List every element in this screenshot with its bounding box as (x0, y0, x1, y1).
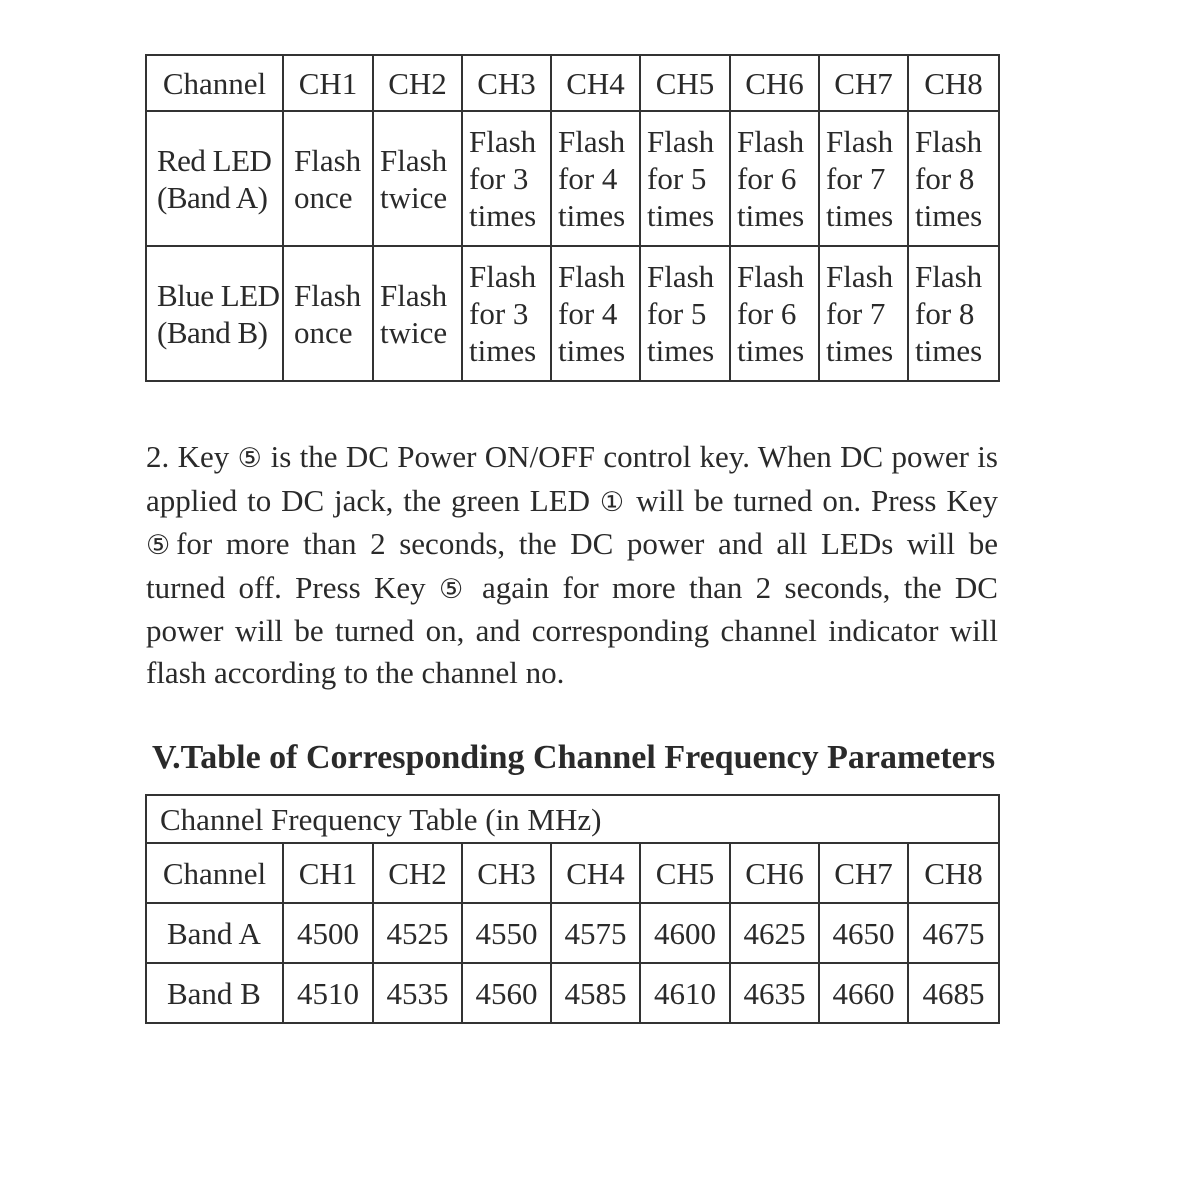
table-cell: Flash for 8 times (908, 111, 999, 246)
header-cell: Channel (146, 55, 283, 111)
band-b-row (146, 963, 999, 1023)
frequency-cell: 4500 (283, 903, 373, 963)
frequency-table (145, 794, 1000, 1024)
header-cell: CH8 (908, 843, 999, 903)
table-cell: Flash for 5 times (640, 111, 730, 246)
frequency-cell: 4685 (908, 963, 999, 1023)
table-cell: Flash for 5 times (640, 246, 730, 381)
key-5-symbol: ⑤ (438, 573, 469, 605)
header-cell: CH5 (640, 55, 730, 111)
frequency-cell: 4625 (730, 903, 819, 963)
frequency-cell: 4585 (551, 963, 640, 1023)
header-cell: CH7 (819, 843, 908, 903)
header-cell: CH2 (373, 55, 462, 111)
table-cell: Flash once (283, 111, 373, 246)
header-cell: CH2 (373, 843, 462, 903)
table-cell: Flash twice (373, 246, 462, 381)
table-cell: Flash for 4 times (551, 246, 640, 381)
frequency-cell: 4575 (551, 903, 640, 963)
frequency-cell: 4550 (462, 903, 551, 963)
header-cell: CH1 (283, 843, 373, 903)
header-cell: CH3 (462, 843, 551, 903)
dc-power-note: 2. Key ⑤ is the DC Power ON/OFF control key. When DC power is applied to DC jack, the green LED ① will be turned on. Press Key ⑤for more than 2 seconds, the DC power and all LEDs will be turned off. Press Key ⑤ again for more than 2 seconds, the DC power will be turned on, and corresponding channel indicator will flash according to the channel no. (146, 439, 998, 690)
led-1-symbol: ① (599, 486, 627, 518)
header-cell: CH4 (551, 843, 640, 903)
header-cell: CH6 (730, 843, 819, 903)
header-cell: CH7 (819, 55, 908, 111)
table-cell: Flash for 3 times (462, 111, 551, 246)
key-5-symbol: ⑤ (237, 443, 263, 474)
table-cell: Flash for 7 times (819, 111, 908, 246)
band-a-row (146, 903, 999, 963)
header-cell: CH3 (462, 55, 551, 111)
header-cell: CH4 (551, 55, 640, 111)
table-cell: Flash for 6 times (730, 111, 819, 246)
header-cell: CH6 (730, 55, 819, 111)
frequency-cell: 4675 (908, 903, 999, 963)
frequency-cell: 4650 (819, 903, 908, 963)
row-label: Band A (146, 903, 283, 963)
frequency-cell: 4560 (462, 963, 551, 1023)
row-label: Band B (146, 963, 283, 1023)
row-label: Blue LED (Band B) (146, 246, 283, 381)
row-label: Red LED (Band A) (146, 111, 283, 246)
frequency-table-caption-row (146, 795, 999, 843)
key-5-symbol: ⑤ (146, 530, 177, 561)
section-heading: V.Table of Corresponding Channel Frequency Parameters (152, 739, 996, 776)
frequency-cell: 4610 (640, 963, 730, 1023)
frequency-cell: 4535 (373, 963, 462, 1023)
led-table-header-row (146, 55, 999, 111)
frequency-cell: 4635 (730, 963, 819, 1023)
frequency-cell: 4600 (640, 903, 730, 963)
table-cell: Flash once (283, 246, 373, 381)
table-caption: Channel Frequency Table (in MHz) (146, 795, 999, 843)
table-cell: Flash for 8 times (908, 246, 999, 381)
header-cell: CH5 (640, 843, 730, 903)
header-cell: CH8 (908, 55, 999, 111)
frequency-table-header-row (146, 843, 999, 903)
table-cell: Flash for 6 times (730, 246, 819, 381)
header-cell: Channel (146, 843, 283, 903)
header-cell: CH1 (283, 55, 373, 111)
led-flash-table (145, 54, 1000, 382)
frequency-cell: 4510 (283, 963, 373, 1023)
red-led-row (146, 111, 999, 246)
blue-led-row (146, 246, 999, 381)
frequency-cell: 4660 (819, 963, 908, 1023)
table-cell: Flash for 4 times (551, 111, 640, 246)
frequency-cell: 4525 (373, 903, 462, 963)
table-cell: Flash for 7 times (819, 246, 908, 381)
table-cell: Flash twice (373, 111, 462, 246)
table-cell: Flash for 3 times (462, 246, 551, 381)
